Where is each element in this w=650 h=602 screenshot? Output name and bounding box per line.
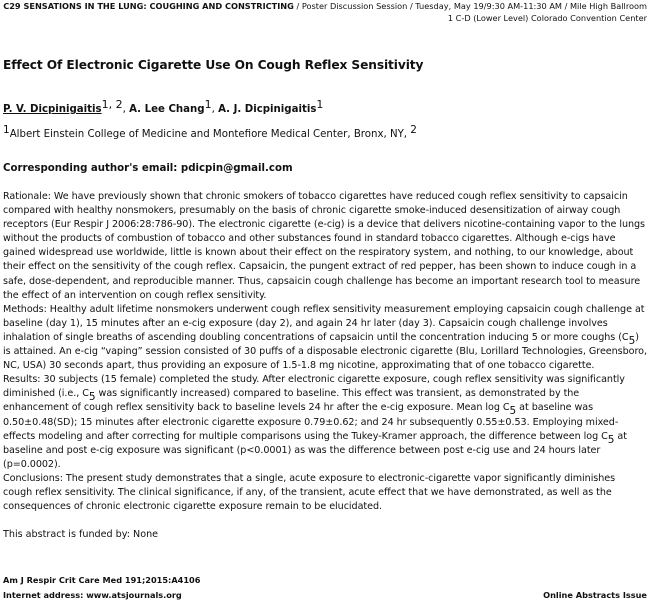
author-2-affiliation: 1 (204, 98, 212, 111)
author-3: A. J. Dicpinigaitis (218, 104, 317, 115)
affiliation-text: Albert Einstein College of Medicine and Montefiore Medical Center, Bronx, NY, (9, 129, 408, 140)
results-subscript-1: 5 (88, 391, 96, 404)
author-2: A. Lee Chang (129, 104, 205, 115)
author-list: P. V. Dicpinigaitis$^{1, 2}$, A. Lee Chang$^1$, A. J. Dicpinigaitis$^1$ (3, 98, 324, 115)
session-title: C29 SENSATIONS IN THE LUNG: COUGHING AND CONSTRICTING (3, 1, 294, 11)
session-header (3, 0, 647, 24)
author-3-affiliation: 1 (316, 98, 324, 111)
issue-label: Online Abstracts Issue (543, 590, 647, 600)
methods-paragraph (3, 303, 647, 373)
methods-subscript: 5 (628, 334, 636, 347)
results-text-3: at baseline was 0.50±0.48(SD); 15 minutes after electronic cigarette exposure 0.79±0.62; and 24 hr subsequently 0.55±0.53. Employing mixed-effects modeling and after correcting for multiple comparisons using the Tukey-Kramer approach, the difference between log C (3, 402, 619, 442)
session-details: / Poster Discussion Session / Tuesday, May 19/9:30 AM-11:30 AM / Mile High Ballroom 1 C-D (Lower Level) Colorado Convention Center (293, 1, 647, 23)
abstract-body (3, 190, 647, 514)
results-subscript-3: 5 (607, 433, 615, 446)
article-title: Effect Of Electronic Cigarette Use On Cough Reflex Sensitivity (3, 58, 424, 72)
affiliation (3, 124, 417, 142)
corresponding-email: Corresponding author's email: pdicpin@gmail.com (3, 163, 293, 174)
internet-address: Internet address: www.atsjournals.org (3, 590, 182, 600)
affiliation-marker: 1 (3, 124, 10, 136)
results-paragraph (3, 373, 647, 472)
results-text-1: Results: 30 subjects (15 female) completed the study. After electronic cigarette exposure, cough reflex sensitivity was significantly diminished (i.e., C (3, 374, 625, 400)
author-1-affiliation: 1, 2 (101, 98, 123, 111)
rationale-paragraph: Rationale: We have previously shown that chronic smokers of tobacco cigarettes have reduced cough reflex sensitivity to capsaicin compared with healthy nonsmokers, presumably on the basis of chronic cigarette smoke-induced desensitization of airway cough receptors (Eur Respir J 2006:28:786-90). The electronic cigarette (e-cig) is a device that delivers nicotine-containing vapor to the lungs without the products of combustion of tobacco and other substances found in standard tobacco cigarettes. Although e-cigs have gained widespread use worldwide, little is known about their effect on the respiratory system, and nothing, to our knowledge, about their effect on the sensitivity of the cough reflex. Capsaicin, the pungent extract of red pepper, has been shown to induce cough in a safe, dose-dependent, and reproducible manner. Thus, capsaicin cough challenge has become an important research tool to measure the effect of an intervention on cough reflex sensitivity. (3, 191, 645, 301)
results-text-4: at baseline and post e-cig exposure was significant (p<0.0001) as was the difference between post e-cig use and 24 hours later (p=0.0002). (3, 430, 627, 470)
conclusions-paragraph: Conclusions: The present study demonstrates that a single, acute exposure to electronic-cigarette vapor significantly diminishes cough reflex sensitivity. The clinical significance, if any, of the transient, acute effect that we have demonstrated, as well as the consequences of chronic electronic cigarette exposure remain to be elucidated. (3, 472, 616, 513)
results-subscript-2: 5 (509, 405, 517, 418)
journal-citation: Am J Respir Crit Care Med 191;2015:A4106 (3, 575, 201, 585)
affiliation-marker-2: 2 (410, 124, 417, 136)
author-1: P. V. Dicpinigaitis (3, 104, 102, 115)
methods-text-1: Methods: Healthy adult lifetime nonsmokers underwent cough reflex sensitivity measurement employing capsaicin cough challenge at baseline (day 1), 15 minutes after an e-cig exposure (day 2), and again 24 hr later (day 3). Capsaicin cough challenge involves inhalation of single breaths of ascending doubling concentrations of capsaicin until the concentration inducing 5 or more coughs (C (3, 303, 645, 343)
funding-statement: This abstract is funded by: None (3, 529, 159, 540)
results-text-2: was significantly increased) compared to baseline. This effect was transient, as demonstrated by the enhancement of cough reflex sensitivity back to baseline levels 24 hr after the e-cig exposure. Mean log C (3, 388, 580, 414)
methods-text-2: ) is attained. An e-cig “vaping” session consisted of 30 puffs of a disposable electronic cigarette (Blu, Lorillard Technologies, Greensboro, NC, USA) 30 seconds apart, thus providing an exposure of 1.5-1.8 mg nicotine, approximating that of one tobacco cigarette. (3, 331, 647, 372)
